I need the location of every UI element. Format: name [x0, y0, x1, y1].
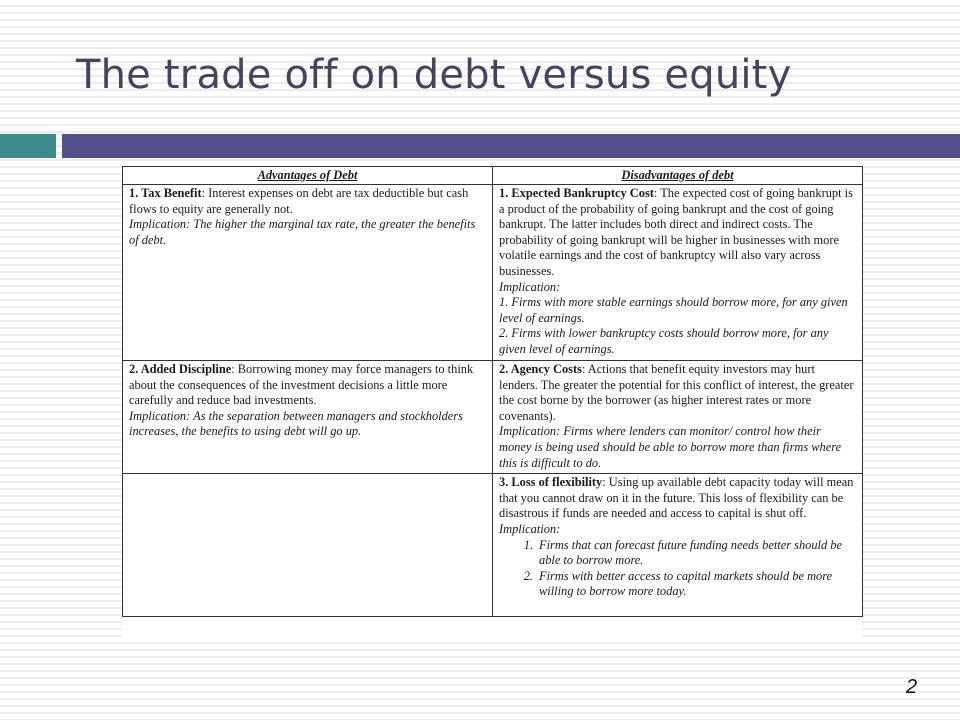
table-row: [123, 185, 863, 361]
flexibility-list-item: [499, 538, 856, 569]
tax-benefit-text: : Interest expenses on debt are tax deductible but cash flows to equity are generally not.: [129, 186, 469, 216]
slide-title: The trade off on debt versus equity: [76, 52, 792, 98]
cell-agency-costs: [493, 361, 863, 474]
tax-benefit-title: 1. Tax Benefit: [129, 186, 202, 200]
flexibility-item-text: Firms with better access to capital markets should be more willing to borrow more today.: [539, 568, 833, 599]
accent-bar-purple: [62, 134, 960, 158]
discipline-title: 2. Added Discipline: [129, 362, 232, 376]
discipline-implication: Implication: As the separation between managers and stockholders increases, the benefits to using debt will go up.: [129, 408, 463, 439]
flexibility-list-item: [499, 569, 856, 600]
bankruptcy-implication-2: 2. Firms with lower bankruptcy costs should borrow more, for any given level of earnings.: [499, 326, 829, 356]
table-header-row: [123, 167, 863, 185]
table-row: [123, 474, 863, 617]
debt-equity-table: [122, 166, 863, 617]
header-disadvantages: Disadvantages of debt: [493, 167, 863, 185]
cell-empty: [123, 474, 493, 617]
bankruptcy-title: 1. Expected Bankruptcy Cost: [499, 186, 654, 200]
cell-loss-of-flexibility: [493, 474, 863, 617]
tax-benefit-implication: Implication: The higher the marginal tax rate, the greater the benefits of debt.: [129, 217, 476, 247]
page-number: 2: [906, 676, 918, 698]
accent-bar-teal: [0, 134, 56, 158]
flexibility-text: : Using up available debt capacity today will mean that you cannot draw on it in the future. This loss of flexibility can be disastrous if funds are needed and access to capital is shut off.: [499, 475, 854, 521]
debt-equity-table-image: [122, 166, 862, 640]
flexibility-title: 3. Loss of flexibility: [499, 475, 603, 490]
header-advantages: Advantages of Debt: [123, 167, 493, 185]
flexibility-item-text: Firms that can forecast future funding needs better should be able to borrow more.: [539, 537, 842, 568]
agency-text: : Actions that benefit equity investors may hurt lenders. The greater the potential for this conflict of interest, the greater the cost borne by the borrower (as higher interest rates or more covenants).: [499, 362, 854, 423]
bankruptcy-text: : The expected cost of going bankrupt is a product of the probability of going bankrupt and the cost of going bankrupt. The latter includes both direct and indirect costs. The probability of going bankrupt will be higher in businesses with more volatile earnings and the cost of bankruptcy will also vary across businesses.: [499, 186, 853, 278]
cell-added-discipline: [123, 361, 493, 474]
agency-title: 2. Agency Costs: [499, 362, 582, 376]
bankruptcy-implication-1: 1. Firms with more stable earnings should borrow more, for any given level of earnings.: [499, 295, 848, 325]
cell-tax-benefit: [123, 185, 493, 361]
cell-bankruptcy-cost: [493, 185, 863, 361]
flexibility-implication-label: Implication:: [499, 521, 561, 536]
discipline-text: : Borrowing money may force managers to think about the consequences of the investment decisions a little more carefully and reduce bad investments.: [129, 362, 474, 408]
table-row: [123, 361, 863, 474]
flexibility-item-number: 2.: [523, 568, 533, 583]
agency-implication: Implication: Firms where lenders can monitor/ control how their money is being used should be able to borrow more than firms where this is difficult to do.: [499, 424, 842, 470]
flexibility-item-number: 1.: [523, 537, 533, 552]
bankruptcy-implication-label: Implication:: [499, 279, 561, 294]
